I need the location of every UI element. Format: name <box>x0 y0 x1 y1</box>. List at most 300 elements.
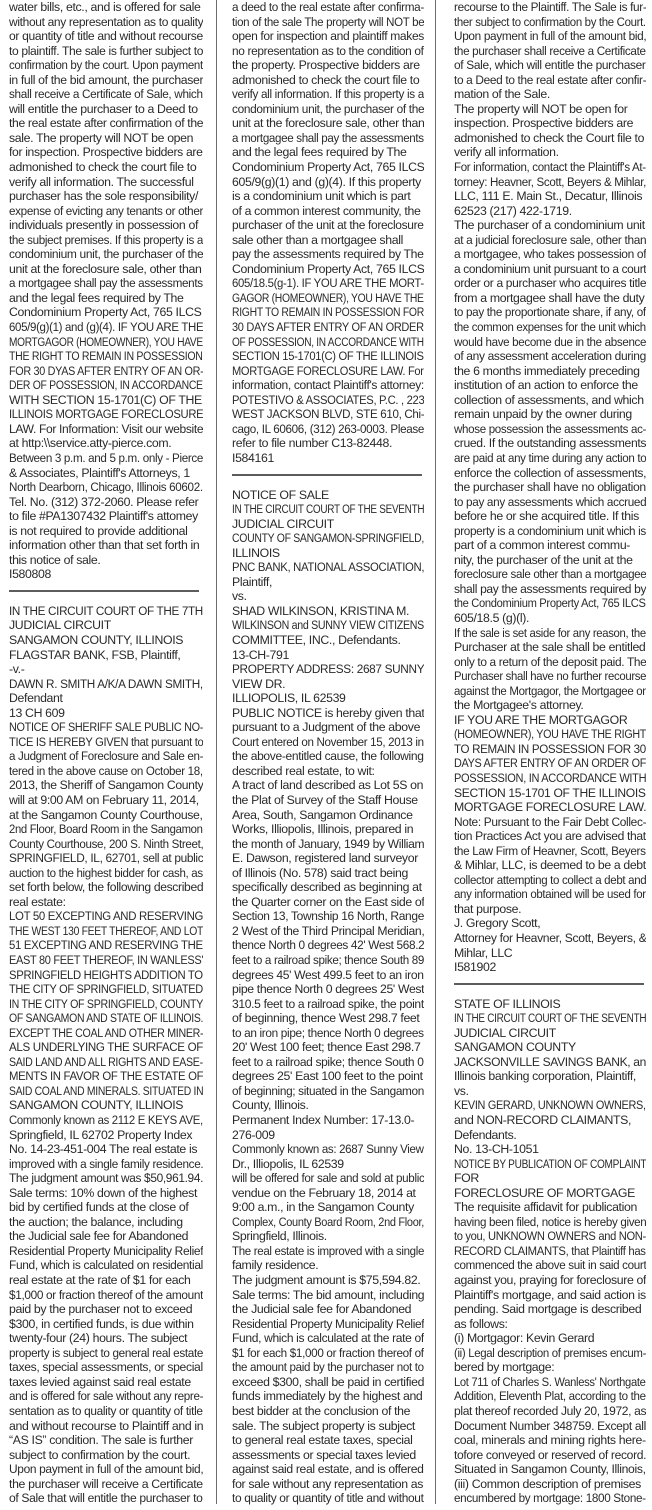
text-line: foreclosure sale other than a mortgagee <box>454 567 646 582</box>
text-line: unit at the foreclosure sale, other than <box>9 261 202 276</box>
text-line: SAID COAL AND MINERALS. SITUATED IN <box>9 1083 203 1098</box>
text-line: coal, minerals and mining rights here- <box>454 1433 646 1448</box>
text-line: “AS IS” condition. The sale is further <box>9 1433 193 1448</box>
text-line: DER OF POSSESSION, IN ACCORDANCE <box>9 378 203 393</box>
text-line: WILKINSON and SUNNY VIEW CITIZENS <box>232 618 424 633</box>
text-line: is a condominium unit which is part <box>232 189 411 204</box>
text-line: IN THE CIRCUIT COURT OF THE 7TH <box>9 603 203 618</box>
text-line: LAW. For Information: Visit our website <box>9 421 203 436</box>
text-line: to you, UNKNOWN OWNERS and NON- <box>454 1229 646 1244</box>
text-line: POSSESSION, IN ACCORDANCE WITH <box>454 770 646 785</box>
text-line: 605/9(g)(1) and (g)(4). If this property <box>232 174 421 189</box>
text-line: tofore conveyed or reserved of record. <box>454 1447 646 1462</box>
text-line: the purchaser shall receive a Certificate <box>454 43 646 58</box>
text-line: No. 14-23-451-004 The real estate is <box>9 1142 198 1157</box>
text-line: Springfield, Illinois. <box>232 1229 327 1244</box>
text-line: County Courthouse, 200 S. Ninth Street, <box>9 836 203 851</box>
text-line: JUDICIAL CIRCUIT <box>454 1025 556 1040</box>
text-line: encumbered by mortgage: 1800 Stone- <box>454 1491 646 1506</box>
text-line: NOTICE BY PUBLICATION OF COMPLAINT <box>454 1156 646 1171</box>
notice-flagstar-continuation <box>232 0 424 466</box>
text-line: taxes, special assessments, or special <box>9 1360 203 1375</box>
text-line: Condominium Property Act, 765 ILCS <box>232 261 424 276</box>
text-line: Upon payment in full of the amount bid, <box>9 1462 203 1477</box>
text-line: individuals presently in possession of <box>9 218 199 233</box>
text-line: is not required to provide additional <box>9 523 188 538</box>
text-line: sale other than a mortgagee shall <box>232 232 403 247</box>
text-line: Sale terms: The bid amount, including <box>232 1287 424 1302</box>
text-line: The real estate is improved with a single <box>232 1243 424 1258</box>
column-2 <box>232 0 424 1510</box>
text-line: (ii) Legal description of premises encum- <box>454 1345 646 1360</box>
text-line: to a Deed to the real estate after confir- <box>454 72 646 87</box>
text-line: tion Practices Act you are advised that <box>454 829 646 844</box>
text-line: the purchaser will receive a Certificate <box>9 1476 203 1491</box>
text-line: collector attempting to collect a debt and <box>454 872 646 887</box>
text-line: shall receive a Certificate of Sale, which <box>9 87 203 102</box>
text-line: $1 for each $1,000 or fraction thereof of <box>232 1345 424 1360</box>
text-line: ILLINOIS MORTGAGE FORECLOSURE <box>9 407 203 422</box>
text-line: of beginning, thence West 298.7 feet <box>232 1011 420 1026</box>
text-line: Mihlar, LLC <box>454 945 513 960</box>
column-divider-2 <box>435 0 436 1504</box>
text-line: condominium unit, the purchaser of the <box>232 101 424 116</box>
text-line: 9:00 a.m., in the Sangamon County <box>232 1200 414 1215</box>
text-line: Sale terms: 10% down of the highest <box>9 1185 198 1200</box>
text-line: OF POSSESSION, IN ACCORDANCE WITH <box>232 334 424 349</box>
text-line: A tract of land described as Lot 5S on <box>232 778 424 793</box>
text-line: tered in the above cause on October 18, <box>9 763 203 778</box>
text-line: for sale without any representation as <box>232 1476 424 1491</box>
text-line: No. 13-CH-1051 <box>454 1142 539 1157</box>
text-line: for inspection. Prospective bidders are <box>9 145 203 160</box>
text-line: 20' West 100 feet; thence East 298.7 <box>232 1040 421 1055</box>
text-line: Complex, County Board Room, 2nd Floor, <box>232 1214 424 1229</box>
text-line: SPRINGFIELD HEIGHTS ADDITION TO <box>9 967 203 982</box>
text-line: Purchaser at the sale shall be entitled <box>454 640 646 655</box>
text-line: real estate at the rate of $1 for each <box>9 1273 191 1288</box>
notice-separator <box>232 474 422 476</box>
text-line: and without recourse to Plaintiff and in <box>9 1418 203 1433</box>
text-line: a mortgagee shall pay the assessments <box>9 276 203 291</box>
text-line: only to a return of the deposit paid. The <box>454 654 646 669</box>
text-line: will entitle the purchaser to a Deed to <box>9 101 198 116</box>
text-line: GAGOR (HOMEOWNER), YOU HAVE THE <box>232 290 424 305</box>
text-line: Dr., Illiopolis, IL 62539 <box>232 1156 344 1171</box>
text-line: DAWN R. SMITH A/K/A DAWN SMITH, <box>9 676 203 691</box>
text-line: STATE OF ILLINOIS <box>454 996 561 1011</box>
text-line: Condominium Property Act, 765 ILCS <box>232 160 424 175</box>
text-line: SHAD WILKINSON, KRISTINA M. <box>232 603 410 618</box>
notice-flagstar-smith <box>9 604 203 1506</box>
text-line: sale. The subject property is subject <box>232 1418 415 1433</box>
text-line: PROPERTY ADDRESS: 2687 SUNNY <box>232 662 424 677</box>
text-line: are paid at any time during any action to <box>454 450 646 465</box>
text-line: THE WEST 130 FEET THEREOF, AND LOT <box>9 923 203 938</box>
text-line: the above-entitled cause, the following <box>232 749 424 764</box>
text-line: MORTGAGOR (HOMEOWNER), YOU HAVE <box>9 334 203 349</box>
text-line: EXCEPT THE COAL AND OTHER MINER- <box>9 1025 203 1040</box>
text-line: will at 9:00 AM on February 11, 2014, <box>9 792 199 807</box>
text-line: at http:\\service.atty-pierce.com. <box>9 436 172 451</box>
text-line: the Plat of Survey of the Staff House <box>232 792 418 807</box>
text-line: or quantity of title and without recourse <box>9 29 203 44</box>
text-line: of Sale, which will entitle the purchaser <box>454 58 646 73</box>
text-line: open for inspection and plaintiff makes <box>232 29 424 44</box>
text-line: 13 CH 609 <box>9 705 65 720</box>
text-line: in full of the bid amount, the purchaser <box>9 72 203 87</box>
notice-separator <box>9 590 199 592</box>
text-line: NOTICE OF SALE <box>232 487 329 502</box>
text-line: Purchaser shall have no further recourse <box>454 669 646 684</box>
text-line: SANGAMON COUNTY, ILLINOIS <box>9 632 184 647</box>
text-line: feet to a railroad spike; thence South 89 <box>232 953 424 967</box>
text-line: family residence. <box>232 1258 319 1273</box>
text-line: tion of the sale The property will NOT be <box>232 14 424 29</box>
text-line: Tel. No. (312) 372-2060. Please refer <box>9 494 199 509</box>
notice-separator <box>454 983 644 985</box>
text-line: sale. The property will NOT be open <box>9 130 194 145</box>
text-line: (iii) Common description of premises <box>454 1476 641 1491</box>
text-line: PNC BANK, NATIONAL ASSOCIATION, <box>232 560 424 575</box>
text-line: MORTGAGE FORECLOSURE LAW. <box>454 800 646 815</box>
text-line: against you, praying for foreclosure of <box>454 1273 646 1288</box>
text-line: a deed to the real estate after confirma- <box>232 0 424 14</box>
text-line: the purchaser shall have no obligation <box>454 480 646 495</box>
text-line: crued. If the outstanding assessments <box>454 436 646 451</box>
text-line: MENTS IN FAVOR OF THE ESTATE OF <box>9 1069 203 1084</box>
text-line: The requisite affidavit for publication <box>454 1200 637 1215</box>
text-line: exceed $300, shall be paid in certified <box>232 1374 424 1389</box>
text-line: Between 3 p.m. and 5 p.m. only - Pierce <box>9 450 203 465</box>
text-line: 2nd Floor, Board Room in the Sangamon <box>9 822 203 837</box>
text-line: improved with a single family residence. <box>9 1156 203 1171</box>
text-line: ILLINOIS <box>232 545 280 560</box>
text-line: to general real estate taxes, special <box>232 1433 413 1448</box>
text-line: Defendant <box>9 691 63 706</box>
text-line: Note: Pursuant to the Fair Debt Collec- <box>454 814 646 829</box>
text-line: WITH SECTION 15-1701(C) OF THE <box>9 392 202 407</box>
text-line: condominium unit, the purchaser of the <box>9 247 203 262</box>
text-line: set forth below, the following described <box>9 880 203 895</box>
text-line: Addition, Eleventh Plat, according to the <box>454 1389 646 1404</box>
text-line: and the legal fees required by The <box>9 290 184 305</box>
text-line: the Quarter corner on the East side of <box>232 894 424 909</box>
text-line: this notice of sale. <box>9 552 101 567</box>
text-line: SECTION 15-1701 OF THE ILLINOIS <box>454 785 646 800</box>
text-line: 276-009 <box>232 1127 275 1142</box>
text-line: purchaser has the sole responsibility/ <box>9 189 199 204</box>
text-line: 51 EXCEPTING AND RESERVING THE <box>9 938 203 953</box>
text-line: 62523 (217) 422-1719. <box>454 203 572 218</box>
text-line: shall pay the assessments required by <box>454 581 646 596</box>
text-line: of any assessment acceleration during <box>454 349 646 364</box>
text-line: and is offered for sale without any repre- <box>9 1389 203 1404</box>
text-line: IN THE CIRCUIT COURT OF THE SEVENTH <box>454 1011 646 1026</box>
text-line: Residential Property Municipality Relief <box>9 1243 203 1258</box>
text-line: and NON-RECORD CLAIMANTS, <box>454 1113 632 1128</box>
text-line: to pay any assessments which accrued <box>454 494 646 509</box>
column-3 <box>454 0 646 1510</box>
text-line: unit at the foreclosure sale, other than <box>232 116 424 131</box>
text-line: The purchaser of a condominium unit <box>454 218 645 233</box>
text-line: the Judicial sale fee for Abandoned <box>9 1229 189 1244</box>
text-line: JACKSONVILLE SAVINGS BANK, an <box>454 1054 646 1069</box>
text-line: Document Number 348759. Except all <box>454 1418 646 1433</box>
text-line: COUNTY OF SANGAMON-SPRINGFIELD, <box>232 531 424 546</box>
text-line: JUDICIAL CIRCUIT <box>9 618 111 633</box>
text-line: JUDICIAL CIRCUIT <box>232 516 334 531</box>
text-line: purchaser of the unit at the foreclosure <box>232 218 424 233</box>
text-line: verify all information. <box>454 145 559 160</box>
text-line: WEST JACKSON BLVD, STE 610, Chi- <box>232 407 424 422</box>
text-line: bered by mortgage: <box>454 1360 555 1375</box>
text-line: to an iron pipe; thence North 0 degrees <box>232 1025 424 1040</box>
text-line: pending. Said mortgage is described <box>454 1302 642 1317</box>
text-line: the real estate after confirmation of the <box>9 116 203 131</box>
text-line: FORECLOSURE OF MORTGAGE <box>454 1185 635 1200</box>
text-line: FOR 30 DYAS AFTER ENTRY OF AN OR- <box>9 363 203 378</box>
text-line: Plaintiff, <box>232 574 273 589</box>
text-line: DAYS AFTER ENTRY OF AN ORDER OF <box>454 756 646 771</box>
column-divider-1 <box>216 0 217 1504</box>
text-line: vendue on the February 18, 2014 at <box>232 1185 416 1200</box>
text-line: IF YOU ARE THE MORTGAGOR <box>454 712 628 727</box>
text-line: ALS UNDERLYING THE SURFACE OF <box>9 1040 203 1055</box>
text-line: Lot 711 of Charles S. Wanless' Northgate <box>454 1374 646 1389</box>
text-line: IN THE CITY OF SPRINGFIELD, COUNTY <box>9 996 203 1011</box>
text-line: institution of an action to enforce the <box>454 378 638 393</box>
text-line: 2 West of the Third Principal Meridian, <box>232 923 424 938</box>
text-line: Illinois banking corporation, Plaintiff, <box>454 1069 636 1084</box>
text-line: will be offered for sale and sold at public <box>232 1171 424 1186</box>
text-line: a mortgagee shall pay the assessments <box>232 130 424 145</box>
text-line: Permanent Index Number: 17-13.0- <box>232 1113 415 1128</box>
text-line: Springfield, IL 62702 Property Index <box>9 1127 193 1142</box>
text-line: 2013, the Sheriff of Sangamon County <box>9 778 203 793</box>
text-line: Court entered on November 15, 2013 in <box>232 734 424 749</box>
text-line: J. Gregory Scott, <box>454 916 541 931</box>
text-line: auction to the highest bidder for cash, as <box>9 865 203 880</box>
text-line: the property. Prospective bidders are <box>232 58 420 73</box>
notice-pnc-continuation <box>454 0 646 975</box>
text-line: the amount paid by the purchaser not to <box>232 1360 424 1375</box>
text-line: and the legal fees required by The <box>232 145 407 160</box>
text-line: any information obtained will be used for <box>454 887 646 902</box>
text-line: & Associates, Plaintiff's Attorneys, 1 <box>9 465 190 480</box>
text-line: would have become due in the absence <box>454 334 646 349</box>
text-line: MORTGAGE FORECLOSURE LAW. For <box>232 363 424 378</box>
text-line: to file #PA1307432 Plaintiff's attomey <box>9 509 198 524</box>
text-line: of Sale that will entitle the purchaser to <box>9 1491 203 1506</box>
text-line: a Judgment of Foreclosure and Sale en- <box>9 749 203 764</box>
text-line: mation of the Sale. <box>454 87 550 102</box>
text-line: Area, South, Sangamon Ordinance <box>232 807 413 822</box>
text-line: expense of evicting any tenants or other <box>9 203 203 218</box>
text-line: water bills, etc., and is offered for sale <box>9 0 201 14</box>
text-line: THE RIGHT TO REMAIN IN POSSESSION <box>9 349 203 364</box>
text-line: PUBLIC NOTICE is hereby given that <box>232 705 424 720</box>
text-line: Attorney for Heavner, Scott, Beyers, & <box>454 931 646 945</box>
text-line: I580808 <box>9 567 52 582</box>
text-line: cago, IL 60606, (312) 263-0003. Please <box>232 421 424 436</box>
text-line: NOTICE OF SHERIFF SALE PUBLIC NO- <box>9 720 203 735</box>
notice-pierce-continuation <box>9 0 203 582</box>
text-line: enforce the collection of assessments, <box>454 465 646 480</box>
text-line: torney: Heavner, Scott, Beyers & Mihlar, <box>454 174 646 189</box>
text-line: SAID LAND AND ALL RIGHTS AND EASE- <box>9 1054 203 1069</box>
text-line: 30 DAYS AFTER ENTRY OF AN ORDER <box>232 320 424 335</box>
text-line: to plaintiff. The sale is further subject to <box>9 43 203 58</box>
column-1 <box>9 0 203 1510</box>
text-line: Fund, which is calculated on residential <box>9 1258 203 1273</box>
text-line: without any representation as to quality <box>9 14 203 29</box>
text-line: real estate: <box>9 894 66 909</box>
text-line: ther subject to confirmation by the Court. <box>454 14 646 29</box>
text-line: the auction; the balance, including <box>9 1214 183 1229</box>
text-line: of Illinois (No. 578) said tract being <box>232 865 409 880</box>
text-line: property is a condominium unit which is <box>454 523 646 538</box>
text-line: described real estate, to wit: <box>232 763 375 778</box>
text-line: Defendants. <box>454 1127 517 1142</box>
text-line: $1,000 or fraction thereof of the amount <box>9 1287 203 1302</box>
text-line: a condominium unit pursuant to a court <box>454 261 646 276</box>
notice-pnc-wilkinson <box>232 488 424 1506</box>
notice-jacksonville-gerard <box>454 997 646 1506</box>
text-line: verify all information. The successful <box>9 174 194 189</box>
text-line: funds immediately by the highest and <box>232 1389 423 1404</box>
text-line: Fund, which is calculated at the rate of <box>232 1331 424 1346</box>
text-line: admonished to check the Court file to <box>454 130 645 145</box>
text-line: & Mihlar, LLC, is deemed to be a debt <box>454 858 646 873</box>
text-line: thence North 0 degrees 42' West 568.2 <box>232 938 424 953</box>
text-line: inspection. Prospective bidders are <box>454 116 634 131</box>
text-line: degrees 45' West 499.5 feet to an iron <box>232 967 424 982</box>
text-line: nity, the purchaser of the unit at the <box>454 552 633 567</box>
text-line: The judgment amount was $50,961.94. <box>9 1171 203 1186</box>
text-line: pay the assessments required by The <box>232 247 424 262</box>
text-line: 13-CH-791 <box>232 647 289 662</box>
text-line: TICE IS HEREBY GIVEN that pursuant to <box>9 734 203 749</box>
text-line: 605/18.5 (g)(l). <box>454 610 530 625</box>
text-line: Residential Property Municipality Relief <box>232 1316 424 1331</box>
text-line: KEVIN GERARD, UNKNOWN OWNERS, <box>454 1098 646 1113</box>
text-line: (i) Mortgagor: Kevin Gerard <box>454 1331 595 1346</box>
text-line: information, contact Plaintiff's attorney: <box>232 378 424 393</box>
text-line: North Dearborn, Chicago, Illinois 60602. <box>9 480 203 495</box>
text-line: remain unpaid by the owner during <box>454 407 632 422</box>
text-line: RECORD CLAIMANTS, that Plaintiff has <box>454 1243 646 1258</box>
text-line: I581902 <box>454 960 497 975</box>
text-line: whose possession the assessments ac- <box>454 421 646 436</box>
text-line: pursuant to a Judgment of the above <box>232 720 421 735</box>
text-line: refer to file number C13-82448. <box>232 436 393 451</box>
text-line: SANGAMON COUNTY <box>454 1040 576 1055</box>
text-line: a mortgagee, who takes possession of <box>454 247 646 262</box>
text-line: POTESTIVO & ASSOCIATES, P.C. , 223 <box>232 392 424 407</box>
text-line: twenty-four (24) hours. The subject <box>9 1331 188 1346</box>
text-line: COMMITTEE, INC., Defendants. <box>232 632 401 647</box>
text-line: 605/18.5(g-1). IF YOU ARE THE MORT- <box>232 276 424 291</box>
text-line: SECTION 15-1701(C) OF THE ILLINOIS <box>232 349 424 364</box>
text-line: FOR <box>454 1171 479 1186</box>
text-line: If the sale is set aside for any reason, the <box>454 625 646 640</box>
text-line: the subject premises. If this property is a <box>9 232 203 247</box>
text-line: 605/9(g)(1) and (g)(4). IF YOU ARE THE <box>9 320 203 335</box>
text-line: part of a common interest commu- <box>454 538 631 553</box>
text-line: admonished to check the court file to <box>232 72 420 87</box>
text-line: of beginning; situated in the Sangamon <box>232 1083 424 1098</box>
text-line: plat thereof recorded July 20, 1972, as <box>454 1403 646 1418</box>
text-line: LLC, 111 E. Main St., Decatur, Illinois <box>454 189 643 204</box>
text-line: against the Mortgagor, the Mortgagee or <box>454 683 646 698</box>
text-line: The judgment amount is $75,594.82. <box>232 1273 421 1288</box>
text-line: confirmation by the court. Upon payment <box>9 58 203 73</box>
text-line: TO REMAIN IN POSSESSION FOR 30 <box>454 741 646 756</box>
text-line: as follows: <box>454 1316 508 1331</box>
text-line: vs. <box>454 1083 469 1098</box>
text-line: LOT 50 EXCEPTING AND RESERVING <box>9 909 203 924</box>
text-line: the Mortgagee's attorney. <box>454 698 584 713</box>
text-line: against said real estate, and is offered <box>232 1462 424 1477</box>
text-line: verify all information. If this property is a <box>232 87 424 102</box>
text-line: degrees 25' East 100 feet to the point <box>232 1069 423 1084</box>
text-line: subject to confirmation by the court. <box>9 1447 191 1462</box>
text-line: commenced the above suit in said court <box>454 1258 646 1273</box>
text-line: property is subject to general real estate <box>9 1345 203 1360</box>
text-line: (HOMEOWNER), YOU HAVE THE RIGHT <box>454 727 646 742</box>
text-line: E. Dawson, registered land surveyor <box>232 851 418 866</box>
text-line: FLAGSTAR BANK, FSB, Plaintiff, <box>9 647 181 662</box>
text-line: Section 13, Township 16 North, Range <box>232 909 424 924</box>
text-line: Condominium Property Act, 765 ILCS <box>9 305 202 320</box>
text-line: the Law Firm of Heavner, Scott, Beyers <box>454 843 646 858</box>
text-line: the 6 months immediately preceding <box>454 363 640 378</box>
text-line: the Judicial sale fee for Abandoned <box>232 1302 412 1317</box>
text-line: at the Sangamon County Courthouse, <box>9 807 203 822</box>
text-line: SANGAMON COUNTY, ILLINOIS <box>9 1098 184 1113</box>
text-line: feet to a railroad spike; thence South 0 <box>232 1054 424 1069</box>
text-line: VIEW DR. <box>232 676 286 691</box>
text-line: $300, in certified funds, is due within <box>9 1316 194 1331</box>
text-line: best bidder at the conclusion of the <box>232 1403 411 1418</box>
text-line: ILLIOPOLIS, IL 62539 <box>232 691 346 706</box>
text-line: before he or she acquired title. If this <box>454 509 639 524</box>
text-line: of a common interest community, the <box>232 203 421 218</box>
text-line: I584161 <box>232 450 275 465</box>
text-line: having been filed, notice is hereby given <box>454 1214 646 1229</box>
text-line: sentation as to quality or quantity of title <box>9 1403 203 1418</box>
text-line: the month of January, 1949 by William <box>232 836 424 851</box>
text-line: recourse to the Plaintiff. The Sale is fur- <box>454 0 646 14</box>
text-line: specifically described as beginning at <box>232 880 422 895</box>
text-line: admonished to check the court file to <box>9 160 197 175</box>
text-line: SPRINGFIELD, IL, 62701, sell at public <box>9 851 203 866</box>
text-line: paid by the purchaser not to exceed <box>9 1302 193 1317</box>
text-line: Situated in Sangamon County, Illinois, <box>454 1462 646 1477</box>
text-line: pipe thence North 0 degrees 25' West <box>232 982 424 997</box>
text-line: Works, Illiopolis, Illinois, prepared in <box>232 822 414 837</box>
text-line: the common expenses for the unit which <box>454 320 646 335</box>
text-line: Upon payment in full of the amount bid, <box>454 29 646 44</box>
text-line: Plaintiff's mortgage, and said action is <box>454 1287 646 1302</box>
text-line: RIGHT TO REMAIN IN POSSESSION FOR <box>232 305 424 320</box>
text-line: County, Illinois. <box>232 1098 309 1113</box>
text-line: 310.5 feet to a railroad spike, the point <box>232 996 424 1011</box>
text-line: that purpose. <box>454 901 522 916</box>
text-line: at a judicial foreclosure sale, other than <box>454 232 646 247</box>
text-line: information other than that set forth in <box>9 538 200 553</box>
